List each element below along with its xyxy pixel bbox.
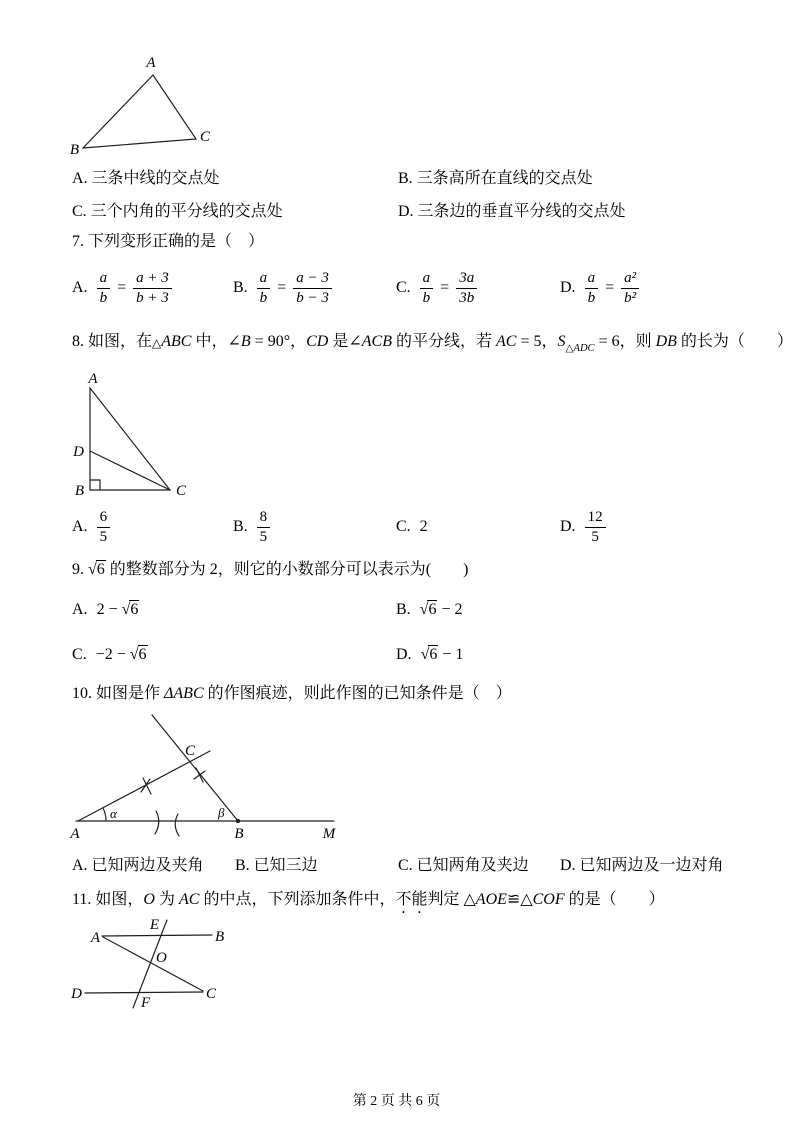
q7-option-b [233,262,332,314]
fraction: $\frac{a}{b}$ [420,270,434,307]
option-letter: D. [396,646,412,663]
option-letter: B. [396,601,411,618]
equals-sign: = [277,279,287,296]
equals-sign: = [117,279,127,296]
triangle-outline [83,75,196,148]
q10-option-b: B. 已知三边 [235,857,318,874]
fraction: $\frac{a}{b}$ [585,270,599,307]
right-angle-mark [90,480,100,490]
option-letter: C. [396,518,411,535]
q10-option-d: D. 已知两边及一边对角 [560,857,724,874]
q9-option-a [72,596,139,624]
option-letter: A. [72,601,88,618]
q10-option-c: C. 已知两角及夹边 [398,857,529,874]
q8-option-b [233,504,270,550]
point-label-a: A [70,826,80,842]
angle-arc-alpha [103,808,106,820]
vertex-label-b: B [74,483,84,499]
vertex-label-a: A [88,371,98,387]
vertex-label-c: C [176,483,187,499]
q9-option-b [396,596,462,624]
fraction: $\frac{\text{a²}}{\text{b²}}$ [621,270,639,307]
q10-construction-figure [62,710,347,850]
arc-cross-mark-on-ac [141,778,151,794]
page-number-footer: 第 2 页 共 6 页 [352,1094,441,1109]
fraction: $\frac{a}{b}$ [97,270,111,307]
angle-label-beta: β [218,805,225,820]
q7-option-d [560,262,639,314]
q6-option-b: B. 三条高所在直线的交点处 [398,170,593,187]
option-letter: D. [560,518,576,535]
option-expression: √6 − 1 [420,646,464,663]
fraction: $\frac{3a}{3b}$ [456,270,477,307]
vertex-label-a: A [146,55,156,71]
point-label-e: E [149,917,159,933]
option-value: 2 [419,518,428,535]
point-label-b: B [215,929,225,945]
fraction: $\frac{6}{5}$ [97,509,111,546]
diagonal-ac [103,937,203,991]
q11-stem: 11. 如图，O 为 AC 的中点，下列添加条件中，不能判定 △AOE≌△COF 的是（ ） [72,891,665,908]
q9-option-d [396,641,463,669]
q9-option-c [72,641,148,669]
option-letter: B. [233,279,248,296]
q10-stem: 10. 如图是作 ΔABC 的作图痕迹，则此作图的已知条件是（ ） [72,685,512,702]
option-letter: A. [72,279,88,296]
point-label-b: B [234,826,244,842]
option-expression: −2 − √6 [95,646,147,663]
top-line-ab [102,935,212,936]
line-through-cb [152,715,238,821]
q6-triangle-figure [58,50,230,164]
q8-right-triangle-figure [66,372,188,508]
fraction: $\frac{8}{5}$ [257,509,271,546]
triangle-outline [90,388,170,490]
point-label-m: M [322,826,336,842]
q9-stem: 9. √6 的整数部分为 2，则它的小数部分可以表示为( ) [72,561,469,578]
q6-option-d: D. 三条边的垂直平分线的交点处 [398,203,626,220]
vertex-label-c: C [200,129,211,145]
option-letter: D. [560,279,576,296]
q6-option-a: A. 三条中线的交点处 [72,170,220,187]
q8-option-c [396,504,428,550]
q7-option-a [72,262,172,314]
fraction: $\frac{12}{5}$ [585,509,606,546]
option-expression: √6 − 2 [419,601,463,618]
point-label-f: F [141,995,151,1011]
arc-cross-mark-near-c [194,768,205,782]
segment-arc-mark-2 [175,814,179,836]
equals-sign: = [605,279,615,296]
cevian-dc [90,451,170,490]
q11-parallel-lines-figure [62,915,232,1017]
option-letter: C. [72,646,87,663]
q7-option-c [396,262,477,314]
point-label-o: O [156,950,167,966]
option-letter: C. [396,279,411,296]
q7-stem: 7. 下列变形正确的是（ ） [72,233,265,250]
q8-stem: 8. 如图，在△ABC 中，∠B = 90°，CD 是∠ACB 的平分线，若 AC = 5，$S_{\triangle ADC} = 6$，则 DB 的长为（ ） [72,333,793,354]
equals-sign: = [440,279,450,296]
point-b-dot [236,819,240,823]
option-letter: B. [233,518,248,535]
vertex-label-b: B [69,142,79,158]
angle-label-alpha: α [110,806,117,821]
segment-arc-mark-1 [155,811,159,834]
point-label-a: A [90,930,100,946]
point-label-d: D [71,986,82,1002]
q10-option-a: A. 已知两边及夹角 [72,857,204,874]
option-expression: 2 − √6 [96,601,139,618]
q6-option-c: C. 三个内角的平分线的交点处 [72,203,283,220]
q8-option-a [72,504,110,550]
bottom-line-dc [85,992,203,993]
q8-option-d [560,504,606,550]
option-letter: A. [72,518,88,535]
fraction: $\frac{a}{b}$ [257,270,271,307]
point-label-c: C [206,986,217,1002]
fraction: $\frac{a - 3}{b - 3}$ [293,270,332,307]
fraction: $\frac{a + 3}{b + 3}$ [133,270,172,307]
point-label-c: C [184,743,196,759]
vertex-label-d: D [73,444,84,460]
